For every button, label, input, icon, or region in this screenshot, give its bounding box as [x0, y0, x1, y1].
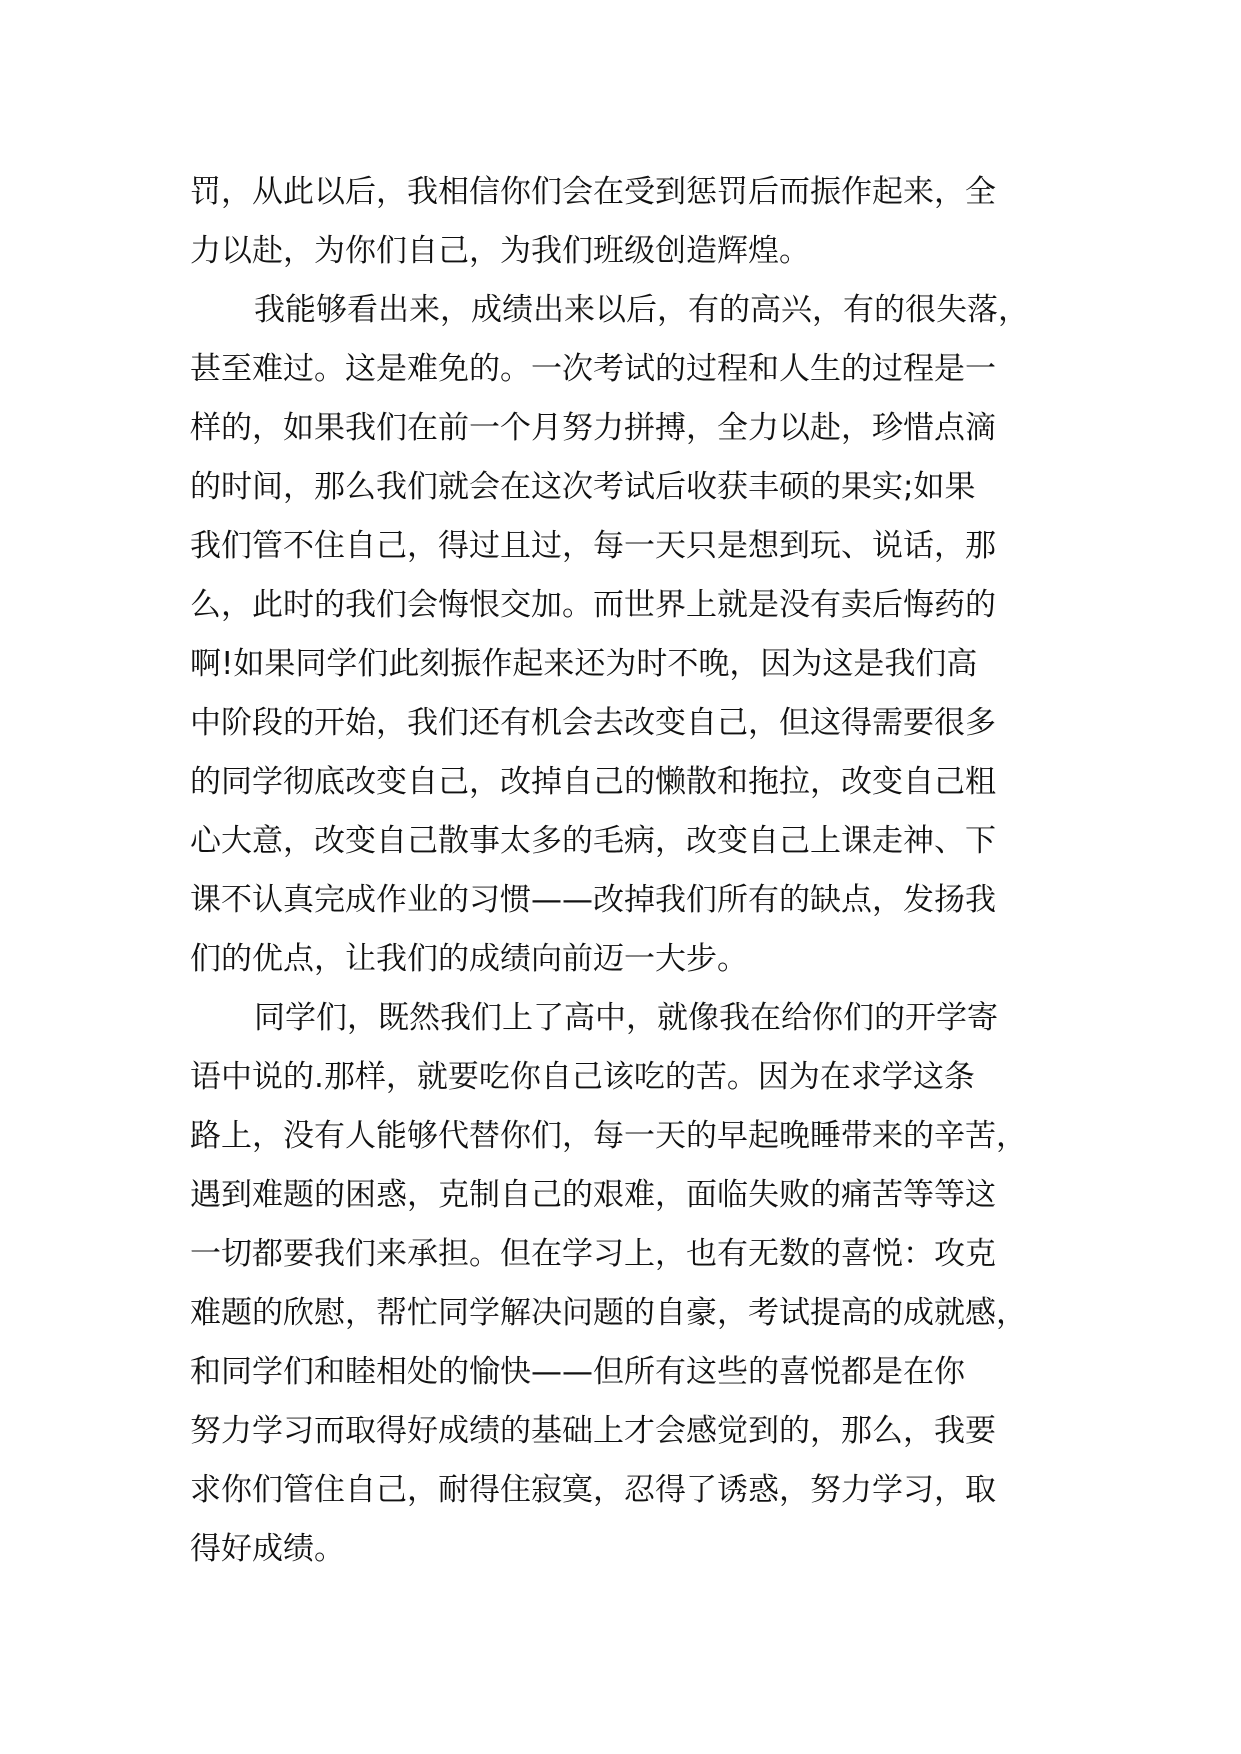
text-line: 中阶段的开始，我们还有机会去改变自己，但这得需要很多 — [190, 705, 996, 741]
text-line: 课不认真完成作业的习惯——改掉我们所有的缺点，发扬我 — [190, 882, 996, 918]
text-line: 啊!如果同学们此刻振作起来还为时不晚，因为这是我们高 — [190, 646, 978, 682]
paragraph-start-line: 同学们，既然我们上了高中，就像我在给你们的开学寄 — [254, 1000, 998, 1036]
text-line: 力以赴，为你们自己，为我们班级创造辉煌。 — [190, 233, 810, 269]
text-line: 的同学彻底改变自己，改掉自己的懒散和拖拉，改变自己粗 — [190, 764, 996, 800]
text-line: 一切都要我们来承担。但在学习上，也有无数的喜悦：攻克 — [190, 1236, 996, 1272]
text-line: 罚，从此以后，我相信你们会在受到惩罚后而振作起来，全 — [190, 174, 996, 210]
text-line: 得好成绩。 — [190, 1531, 345, 1567]
text-line: 甚至难过。这是难免的。一次考试的过程和人生的过程是一 — [190, 351, 996, 387]
text-line: 和同学们和睦相处的愉快——但所有这些的喜悦都是在你 — [190, 1354, 965, 1390]
text-line: 么，此时的我们会悔恨交加。而世界上就是没有卖后悔药的 — [190, 587, 996, 623]
text-line: 语中说的.那样，就要吃你自己该吃的苦。因为在求学这条 — [190, 1059, 975, 1095]
text-line: 难题的欣慰，帮忙同学解决问题的自豪，考试提高的成就感， — [190, 1295, 1027, 1331]
text-line: 努力学习而取得好成绩的基础上才会感觉到的，那么，我要 — [190, 1413, 996, 1449]
paragraph-start-line: 我能够看出来，成绩出来以后，有的高兴，有的很失落， — [254, 292, 1029, 328]
body-text — [190, 163, 1050, 1579]
text-line: 样的，如果我们在前一个月努力拼搏，全力以赴，珍惜点滴 — [190, 410, 996, 446]
text-line: 路上，没有人能够代替你们，每一天的早起晚睡带来的辛苦， — [190, 1118, 1027, 1154]
text-line: 求你们管住自己，耐得住寂寞，忍得了诱惑，努力学习，取 — [190, 1472, 996, 1508]
text-line: 遇到难题的困惑，克制自己的艰难，面临失败的痛苦等等这 — [190, 1177, 996, 1213]
text-line: 我们管不住自己，得过且过，每一天只是想到玩、说话，那 — [190, 528, 996, 564]
text-line: 心大意，改变自己散事太多的毛病，改变自己上课走神、下 — [190, 823, 996, 859]
text-line: 们的优点，让我们的成绩向前迈一大步。 — [190, 941, 748, 977]
text-line: 的时间，那么我们就会在这次考试后收获丰硕的果实;如果 — [190, 469, 976, 505]
